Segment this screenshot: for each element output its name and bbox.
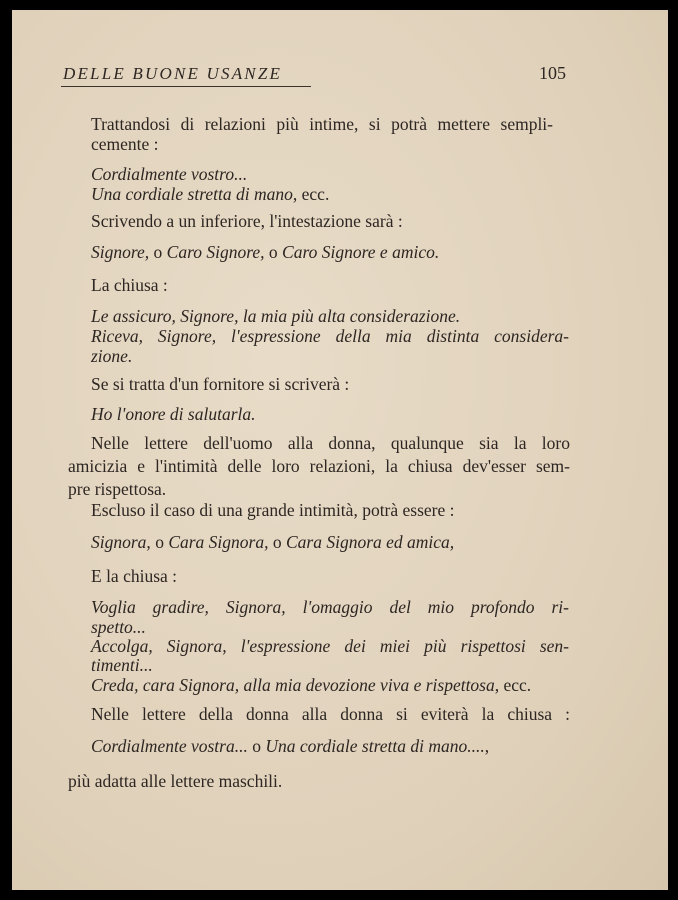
text-line: pre rispettosa.: [68, 479, 167, 499]
text-line: Ho l'onore di salutarla.: [91, 404, 256, 424]
text-line: [91, 532, 454, 552]
text-line: timenti...: [91, 655, 153, 675]
text-span: Cara Signora,: [168, 532, 269, 552]
text-span: Caro Signore,: [166, 242, 265, 262]
text-line: più adatta alle lettere maschili.: [68, 771, 283, 791]
text-line: Escluso il caso di una grande intimità, potrà essere :: [91, 500, 455, 520]
text-line: [91, 736, 489, 756]
text-line: [91, 242, 439, 262]
text-line: Cordialmente vostro...: [91, 164, 248, 184]
text-line: zione.: [91, 346, 133, 366]
text-span: o: [268, 532, 286, 552]
text-line: Trattandosi di relazioni più intime, si potrà mettere sempli-: [91, 114, 553, 134]
text-line: E la chiusa :: [91, 566, 178, 586]
text-span: Signora,: [91, 532, 151, 552]
text-line: amicizia e l'intimità delle loro relazioni, la chiusa dev'esser sem-: [68, 456, 570, 476]
text-line: spetto...: [91, 617, 146, 637]
text-line: Scrivendo a un inferiore, l'intestazione sarà :: [91, 211, 403, 231]
text-span: o: [149, 242, 167, 262]
text-span: Una cordiale stretta di mano....: [265, 736, 485, 756]
text-span: o: [247, 736, 266, 756]
text-span: Creda, cara Signora, alla mia devozione viva e rispettosa: [91, 675, 495, 695]
text-line: Voglia gradire, Signora, l'omaggio del mio profondo ri-: [91, 597, 569, 617]
text-line: Nelle lettere della donna alla donna si eviterà la chiusa :: [91, 704, 570, 724]
text-line: Riceva, Signore, l'espressione della mia distinta considera-: [91, 326, 569, 346]
text-span: ,: [484, 736, 490, 756]
page-number: 105: [539, 63, 566, 83]
text-line: Le assicuro, Signore, la mia più alta considerazione.: [91, 306, 461, 326]
text-line: [91, 184, 329, 204]
text-line: La chiusa :: [91, 275, 168, 295]
text-span: Una cordiale stretta di mano: [91, 184, 293, 204]
running-title: DELLE BUONE USANZE: [63, 64, 283, 83]
text-span: o: [264, 242, 283, 262]
text-span: Signore,: [91, 242, 150, 262]
text-span: Cordialmente vostra...: [91, 736, 248, 756]
text-line: Nelle lettere dell'uomo alla donna, qualunque sia la loro: [91, 433, 570, 453]
text-span: , ecc.: [292, 184, 330, 204]
text-line: Se si tratta d'un fornitore si scriverà :: [91, 374, 350, 394]
text-span: , ecc.: [494, 675, 532, 695]
text-line: cemente :: [91, 134, 159, 154]
text-line: [91, 675, 531, 695]
text-span: Cara Signora ed amica,: [285, 532, 455, 552]
header-rule: [61, 86, 311, 87]
text-line: Accolga, Signora, l'espressione dei miei più rispettosi sen-: [91, 636, 569, 656]
text-span: o: [150, 532, 169, 552]
text-span: Caro Signore e amico.: [282, 242, 440, 262]
book-page: [12, 10, 668, 890]
